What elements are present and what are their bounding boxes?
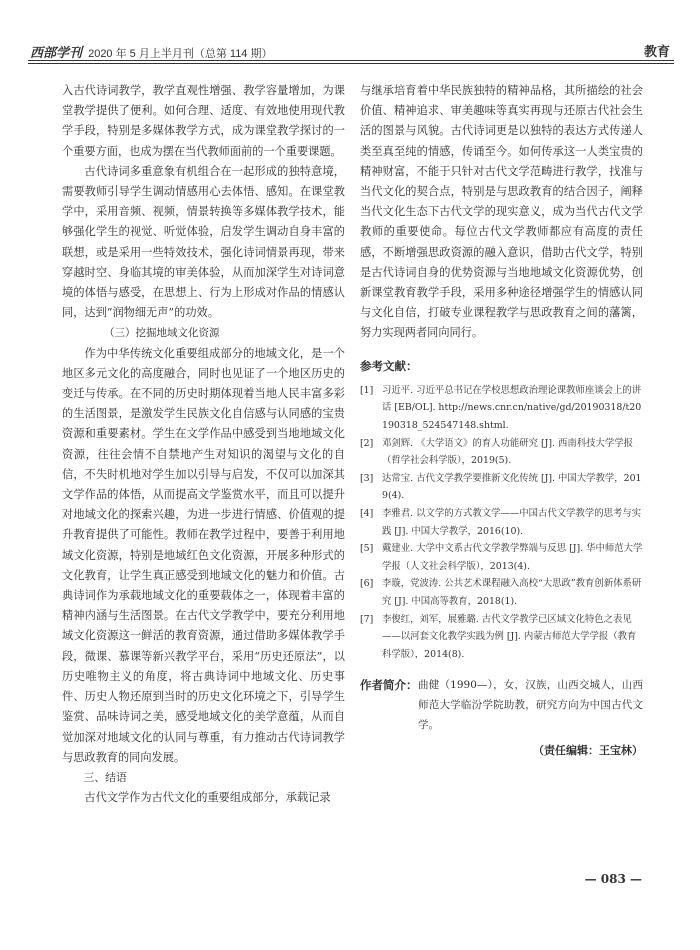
paragraph: 古代文学作为古代文化的重要组成部分，承载记录 (84, 791, 331, 805)
reference-item (360, 540, 643, 575)
page-header (28, 36, 674, 66)
reference-text: 李俊红，刘军，展雅璐. 古代文学教学已区域文化特色之表见——以河套文化教学实践为例 [J]. 内蒙古师范大学学报（教育科学版），2014(8). (382, 613, 637, 660)
header-rule (28, 60, 674, 61)
journal-info (30, 42, 272, 61)
reference-text: 李雅君. 以文学的方式教文学——中国古代文学教学的思考与实践 [J]. 中国大学教学，2016(10). (382, 508, 642, 537)
reference-number: [3] (360, 472, 374, 484)
paragraph: 古代诗词多重意象有机组合在一起形成的独特意境，需要教师引导学生调动情感用心去体悟、感知。在课堂教学中，采用音频、视频，情景转换等多媒体教学技术，能够强化学生的视觉、听觉体验，启发学生调动自身丰富的联想，或是采用一些特效技术，强化诗词情景再现，带来穿越时空、身临其境的审美体验，从而加深学生对诗词意境的体悟与感受，在思想上、行为上形成对作品的情感认同，达到“润物细无声”的功效。 (62, 164, 345, 320)
references-title: 参考文献： (360, 358, 418, 373)
reference-item (360, 505, 643, 540)
reference-item (360, 382, 643, 435)
author-label: 作者简介： (360, 678, 418, 693)
author-text: 曲健（1990—），女，汉族，山西交城人，山西师范大学临汾学院助教，研究方向为中国古代文学。 (418, 679, 643, 732)
reference-item (360, 470, 643, 505)
editor-credit: （责任编辑：王宝林） (533, 744, 643, 758)
reference-number: [5] (360, 543, 374, 555)
author-bio (360, 675, 643, 735)
left-column (62, 81, 345, 808)
paragraph: 作为中华传统文化重要组成部分的地域文化，是一个地区多元文化的高度融合，同时也见证了一个地区历史的变迁与传承。在不同的历史时期体现着当地人民丰富多彩的生活图景，是激发学生民族文化自信感与认同感的宝贵资源和重要素材。学生在文学作品中感受到当地地域文化资源，往往会情不自禁地产生对知识的渴望与文化的自信，不失时机地对学生加以引导与启发，不仅可以加深其文学作品的体悟，从而提高文学鉴赏水平，而且可以提升对地域文化的探索兴趣，为进一步进行情感、价值观的提升教育提供了可能性。教师在教学过程中，要善于利用地域文化资源，特别是地域红色文化资源，开展多种形式的文化教育，让学生真正感受到地域文化的魅力和价值。古典诗词作为承载地域文化的重要载体之一，体现着丰富的精神内涵与生活图景。在古代文学教学中，要充分利用地域文化资源这一鲜活的教育资源，通过借助多媒体教学手段，微课、慕课等新兴教学平台，采用“历史还原法”，以历史唯物主义的角度，将古典诗词中地域文化、历史事件、历史人物还原到当时的历史文化环境之下，引导学生鉴赏、品味诗词之美，感受地域文化的美学意蕴，从而自觉加深对地域文化的认同与尊重，有力推动古代诗词教学与思政教育的同向发展。 (62, 346, 345, 764)
page-number: — 083 — (584, 872, 642, 886)
reference-text: 李璇，党波涛. 公共艺术课程融入高校“大思政”教育创新体系研究 [J]. 中国高等教育，2018(1). (382, 578, 642, 607)
reference-number: [2] (360, 437, 374, 449)
reference-number: [7] (360, 613, 374, 625)
issue-info: 2020 年 5 月上半月刊（总第 114 期） (88, 48, 273, 60)
journal-logo: 西部学刊 (30, 46, 83, 61)
subheading: （三）挖掘地域文化资源 (104, 327, 220, 340)
reference-item (360, 435, 643, 470)
reference-text: 邓剑辉. 《大学语文》的育人功能研究 [J]. 西南科技大学学报（哲学社会科学版），2019(5). (382, 437, 633, 467)
paragraph: 入古代诗词教学，教学直观性增强、教学容量增加，为课堂教学提供了便利。如何合理、适度、有效地使用现代教学手段，特别是多媒体教学方式，成为课堂教学探讨的一个重要方面，也成为摆在当代教师面前的一个重要课题。 (62, 84, 345, 158)
reference-number: [6] (360, 578, 374, 590)
section-heading: 三、结语 (83, 770, 127, 784)
reference-text: 达常宝. 古代文学教学要推新文化传统 [J]. 中国大学教学，2019(4). (382, 472, 642, 502)
reference-number: [4] (360, 508, 374, 519)
reference-item (360, 611, 643, 664)
right-column (360, 81, 643, 762)
reference-item (360, 575, 643, 610)
reference-number: [1] (360, 384, 374, 396)
paragraph: 与继承培育着中华民族独特的精神品格，其所描绘的社会价值、精神追求、审美趣味等真实再现与还原古代社会生活的图景与风貌。古代诗词更是以独特的表达方式传递人类至真至纯的情感，传诵至今。如何传承这一人类宝贵的精神财富，不能于只针对古代文学范畴进行教学，找准与当代文化的契合点，特别是与思政教育的结合因子，阐释当代文化生态下古代文学的现实意义，成为当代古代文学教师的重要使命。每位古代文学教师都应有高度的责任感，不断增强思政资源的融入意识，借助古代文学，特别是古代诗词自身的优势资源与当地地域文化资源优势，创新课堂教育教学手段，采用多种途径增强学生的情感认同与文化自信，打破专业课程教学与思政教育之间的藩篱，努力实现两者同向同行。 (360, 84, 643, 340)
reference-text: 习近平. 习近平总书记在学校思想政治理论课教师座谈会上的讲话 [EB/OL]. http://news.cnr.cn/native/gd/20190318/t20190318_524547148.shtml. (382, 384, 642, 432)
section-label: 教育 (643, 45, 670, 60)
reference-text: 戴建业. 大学中文系古代文学教学弊端与反思 [J]. 华中师范大学学报（人文社会科学版），2013(4). (382, 543, 643, 572)
header-rule-thin (28, 63, 674, 64)
references-list (360, 382, 643, 664)
